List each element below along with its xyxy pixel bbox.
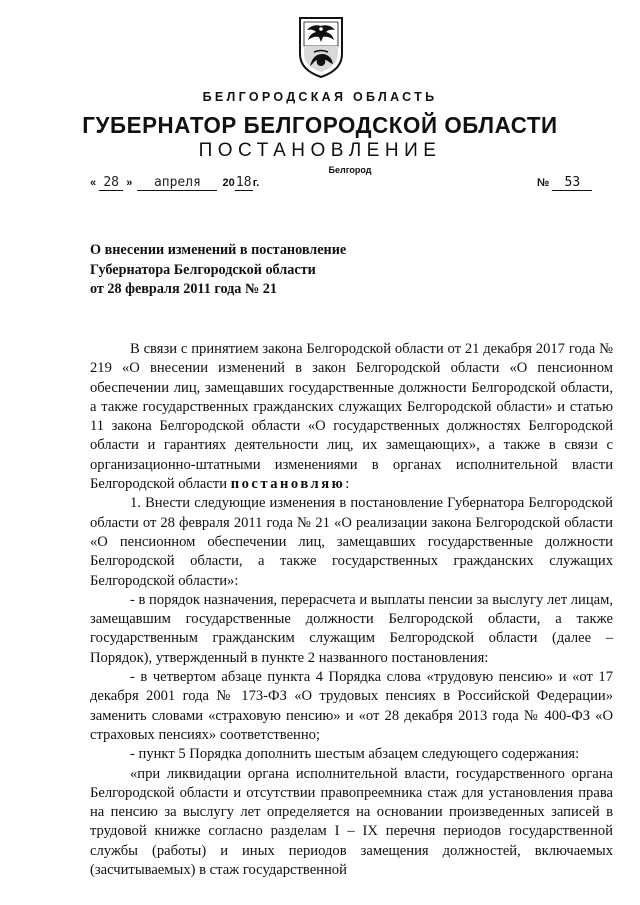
- body-paragraph: - в четвертом абзаце пункта 4 Порядка слова «трудовую пенсию» и «от 17 декабря 2001 года № 173-ФЗ «О трудовых пенсиях в Российской Федерации» заменить словами «страховую пенсию» и «от 28 декабря 2013 года № 400-ФЗ «О страховых пенсиях» соответственно;: [90, 669, 613, 743]
- body-paragraph: 1. Внести следующие изменения в постановление Губернатора Белгородской области от 28 февраля 2011 года № 21 «О реализации закона Белгородской области «О пенсионном обеспечении лиц, замещавших государственные должности Белгородской области, а также государственных гражданских служащих Белгородской области»:: [90, 495, 613, 589]
- date-year-mark: г.: [252, 177, 260, 189]
- coat-of-arms-emblem: [298, 16, 344, 78]
- date-year-suffix: 18: [235, 175, 252, 190]
- city-label: Белгород: [328, 165, 372, 175]
- decree-keyword: постановляю: [230, 476, 346, 493]
- document-number: 53: [552, 176, 592, 191]
- subject-line: Губернатора Белгородской области: [90, 261, 316, 278]
- document-number-line: [537, 176, 592, 191]
- body-paragraph: - в порядок назначения, перерасчета и выплаты пенсии за выслугу лет лицам, замещавшим государственные должности Белгородской области, а также государственным гражданским служащим Белгородской области (далее – Порядок), утвержденный в пункте 2 названного постановления:: [90, 591, 613, 666]
- document-subject: [90, 241, 346, 300]
- region-heading: БЕЛГОРОДСКАЯ ОБЛАСТЬ: [202, 90, 438, 104]
- subject-line: от 28 февраля 2011 года № 21: [90, 281, 277, 297]
- subject-line: О внесении изменений в постановление: [90, 242, 347, 258]
- body-text: В связи с принятием закона Белгородской области от 21 декабря 2017 года № 219 «О внесении изменений в закон Белгородской области «О пенсионном обеспечении лиц, замещавших государственные должности Белгородской области, а также государственных гражданских служащих Белгородской области» и статью 11 закона Белгородской области «О государственных должностях Белгородской области и гарантиях деятельности лиц, их замещающих», а также в связи с организационно-штатными изменениями в органах исполнительной власти Белгородской области: [90, 341, 613, 493]
- date-line: [90, 176, 259, 191]
- date-day: 28: [99, 176, 123, 191]
- number-sign: №: [537, 177, 550, 189]
- date-close-quote: »: [126, 177, 133, 189]
- body-paragraph: - пункт 5 Порядка дополнить шестым абзацем следующего содержания:: [130, 746, 580, 763]
- document-body: [90, 340, 613, 880]
- body-text: :: [345, 476, 350, 493]
- document-type-heading: ПОСТАНОВЛЕНИЕ: [198, 140, 442, 161]
- date-open-quote: «: [90, 177, 97, 189]
- date-year-prefix: 20: [222, 177, 235, 189]
- body-paragraph: [90, 340, 613, 494]
- governor-heading: ГУБЕРНАТОР БЕЛГОРОДСКОЙ ОБЛАСТИ: [82, 112, 558, 138]
- body-paragraph: «при ликвидации органа исполнительной власти, государственного органа Белгородской области и отсутствии правопреемника стаж для установления права на пенсию за выслугу лет определяется на основании произведенных записей в трудовой книжке согласно разделам I – IX перечня периодов государственной службы (работы) и иных периодов замещения должностей, включаемых (засчитываемых) в стаж государственной: [90, 765, 613, 879]
- date-month: апреля: [137, 176, 217, 191]
